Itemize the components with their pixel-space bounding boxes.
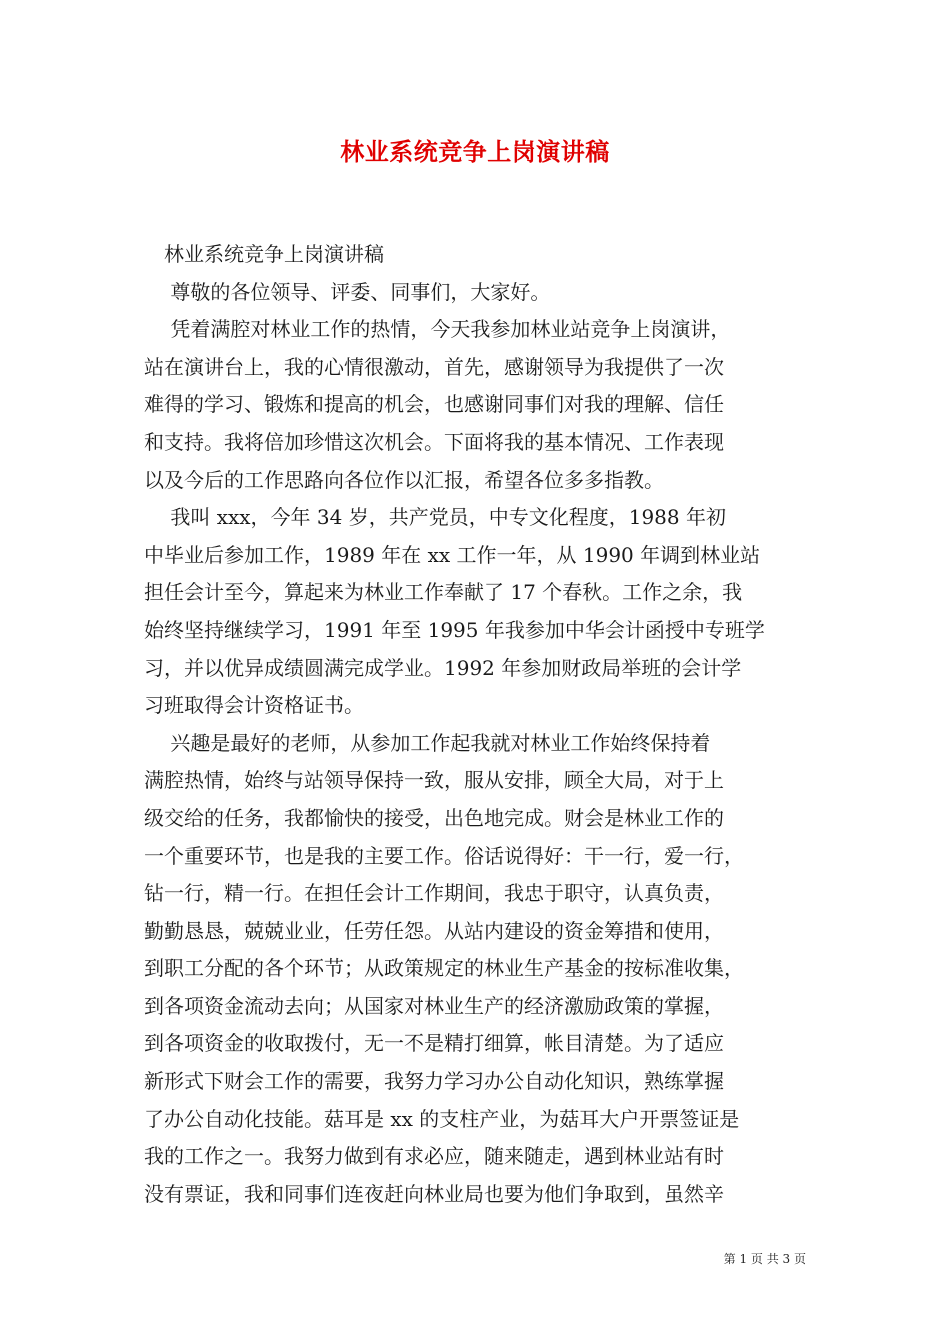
text-line: 钻一行，精一行。在担任会计工作期间，我忠于职守，认真负责， [144, 881, 724, 906]
text-line: 习班取得会计资格证书。 [144, 693, 364, 718]
text-line: 到各项资金流动去向；从国家对林业生产的经济激励政策的掌握， [144, 993, 724, 1018]
text-line: 始终坚持继续学习，1991 年至 1995 年我参加中华会计函授中专班学 [144, 617, 765, 642]
text-line: 我叫 xxx，今年 34 岁，共产党员，中专文化程度，1988 年初 [144, 505, 726, 530]
page-title: 林业系统竞争上岗演讲稿 [340, 137, 610, 166]
text-line: 了办公自动化技能。菇耳是 xx 的支柱产业，为菇耳大户开票签证是 [144, 1106, 740, 1131]
text-line: 担任会计至今，算起来为林业工作奉献了 17 个春秋。工作之余，我 [144, 580, 743, 605]
text-line: 兴趣是最好的老师，从参加工作起我就对林业工作始终保持着 [144, 730, 711, 755]
text-line: 到职工分配的各个环节；从政策规定的林业生产基金的按标准收集， [144, 956, 744, 981]
text-line: 勤勤恳恳，兢兢业业，任劳任怨。从站内建设的资金筹措和使用， [144, 918, 724, 943]
text-line: 我的工作之一。我努力做到有求必应，随来随走，遇到林业站有时 [144, 1144, 724, 1169]
text-line: 习，并以优异成绩圆满完成学业。1992 年参加财政局举班的会计学 [144, 655, 742, 680]
text-line: 新形式下财会工作的需要，我努力学习办公自动化知识，熟练掌握 [144, 1069, 724, 1094]
text-line: 和支持。我将倍加珍惜这次机会。下面将我的基本情况、工作表现 [144, 429, 724, 454]
text-line: 站在演讲台上，我的心情很激动，首先，感谢领导为我提供了一次 [144, 354, 724, 379]
text-line: 级交给的任务，我都愉快的接受，出色地完成。财会是林业工作的 [144, 805, 724, 830]
text-line: 没有票证，我和同事们连夜赶向林业局也要为他们争取到，虽然辛 [144, 1181, 724, 1206]
text-line: 到各项资金的收取拨付，无一不是精打细算，帐目清楚。为了适应 [144, 1031, 724, 1056]
text-line: 一个重要环节，也是我的主要工作。俗话说得好：干一行，爱一行， [144, 843, 744, 868]
text-line: 难得的学习、锻炼和提高的机会，也感谢同事们对我的理解、信任 [144, 392, 724, 417]
text-line: 满腔热情，始终与站领导保持一致，服从安排，顾全大局，对于上 [144, 768, 724, 793]
document-body [144, 236, 816, 1213]
text-line: 以及今后的工作思路向各位作以汇报，希望各位多多指教。 [144, 467, 664, 492]
text-line: 凭着满腔对林业工作的热情，今天我参加林业站竞争上岗演讲， [144, 317, 731, 342]
text-line: 中毕业后参加工作，1989 年在 xx 工作一年，从 1990 年调到林业站 [144, 542, 761, 567]
page-footer: 第 1 页 共 3 页 [723, 1252, 806, 1266]
text-line: 尊敬的各位领导、评委、同事们，大家好。 [144, 279, 551, 304]
text-line: 林业系统竞争上岗演讲稿 [144, 242, 384, 266]
